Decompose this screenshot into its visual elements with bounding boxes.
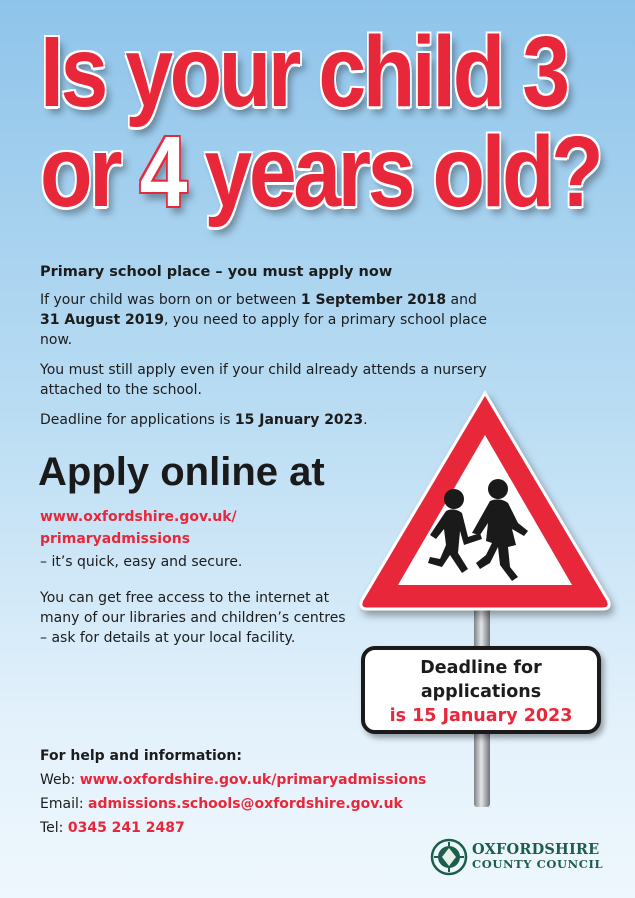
deadline-sign-line-1: Deadline for [420,658,542,678]
help-section [40,744,460,840]
apply-url-line-1[interactable]: www.oxfordshire.gov.uk/ [40,509,237,525]
help-title: For help and information: [40,748,242,764]
deadline-date: 15 January 2023 [234,412,364,428]
tel-label: Tel: [40,820,68,836]
headline-line-1: Is your child 3 [40,16,567,128]
headline [40,16,601,228]
deadline-sign-line-2: applications [420,682,542,702]
date-end: 31 August 2019 [40,312,165,328]
help-tel [40,816,460,840]
headline-line-2 [40,116,601,228]
date-start: 1 September 2018 [300,292,447,308]
deadline-sign-date: is 15 January 2023 [389,706,573,726]
headline-years-old: years old? [183,116,601,228]
apply-url-line-2[interactable]: primaryadmissions [40,531,191,547]
web-label: Web: [40,772,80,788]
headline-or: or [40,116,140,228]
intro-p1-text-a: If your child was born on or between [40,292,301,308]
deadline-sign [361,646,601,734]
deadline-text: Deadline for applications is [40,412,235,428]
headline-age-4: 4 [139,116,184,228]
council-logo [430,838,610,878]
intro-birthdate-paragraph [40,290,510,350]
apply-note: – it’s quick, easy and secure. [40,554,243,570]
help-email [40,792,460,816]
web-link[interactable]: www.oxfordshire.gov.uk/primaryadmissions [79,772,427,788]
email-label: Email: [40,796,89,812]
email-link[interactable]: admissions.schools@oxfordshire.gov.uk [88,796,403,812]
council-name-line-1: OXFORDSHIRE [472,841,600,858]
tel-link[interactable]: 0345 241 2487 [67,820,185,836]
intro-p1-text-e: , you need to apply for a primary school place now. [40,312,487,348]
council-name-line-2: COUNTY COUNCIL [472,857,604,871]
council-crest-icon [430,838,468,876]
internet-access-paragraph: You can get free access to the internet at many of our libraries and children’s centres – ask for details at your local facility. [40,590,346,646]
apply-url-link[interactable] [40,506,340,550]
council-name [472,842,603,872]
help-web [40,768,460,792]
intro-subhead: Primary school place – you must apply now [40,264,393,280]
deadline-period: . [363,412,368,428]
apply-heading: Apply online at [38,450,325,494]
intro-nursery-paragraph: You must still apply even if your child already attends a nursery attached to the school. [40,362,487,398]
intro-p1-text-c: and [446,292,477,308]
